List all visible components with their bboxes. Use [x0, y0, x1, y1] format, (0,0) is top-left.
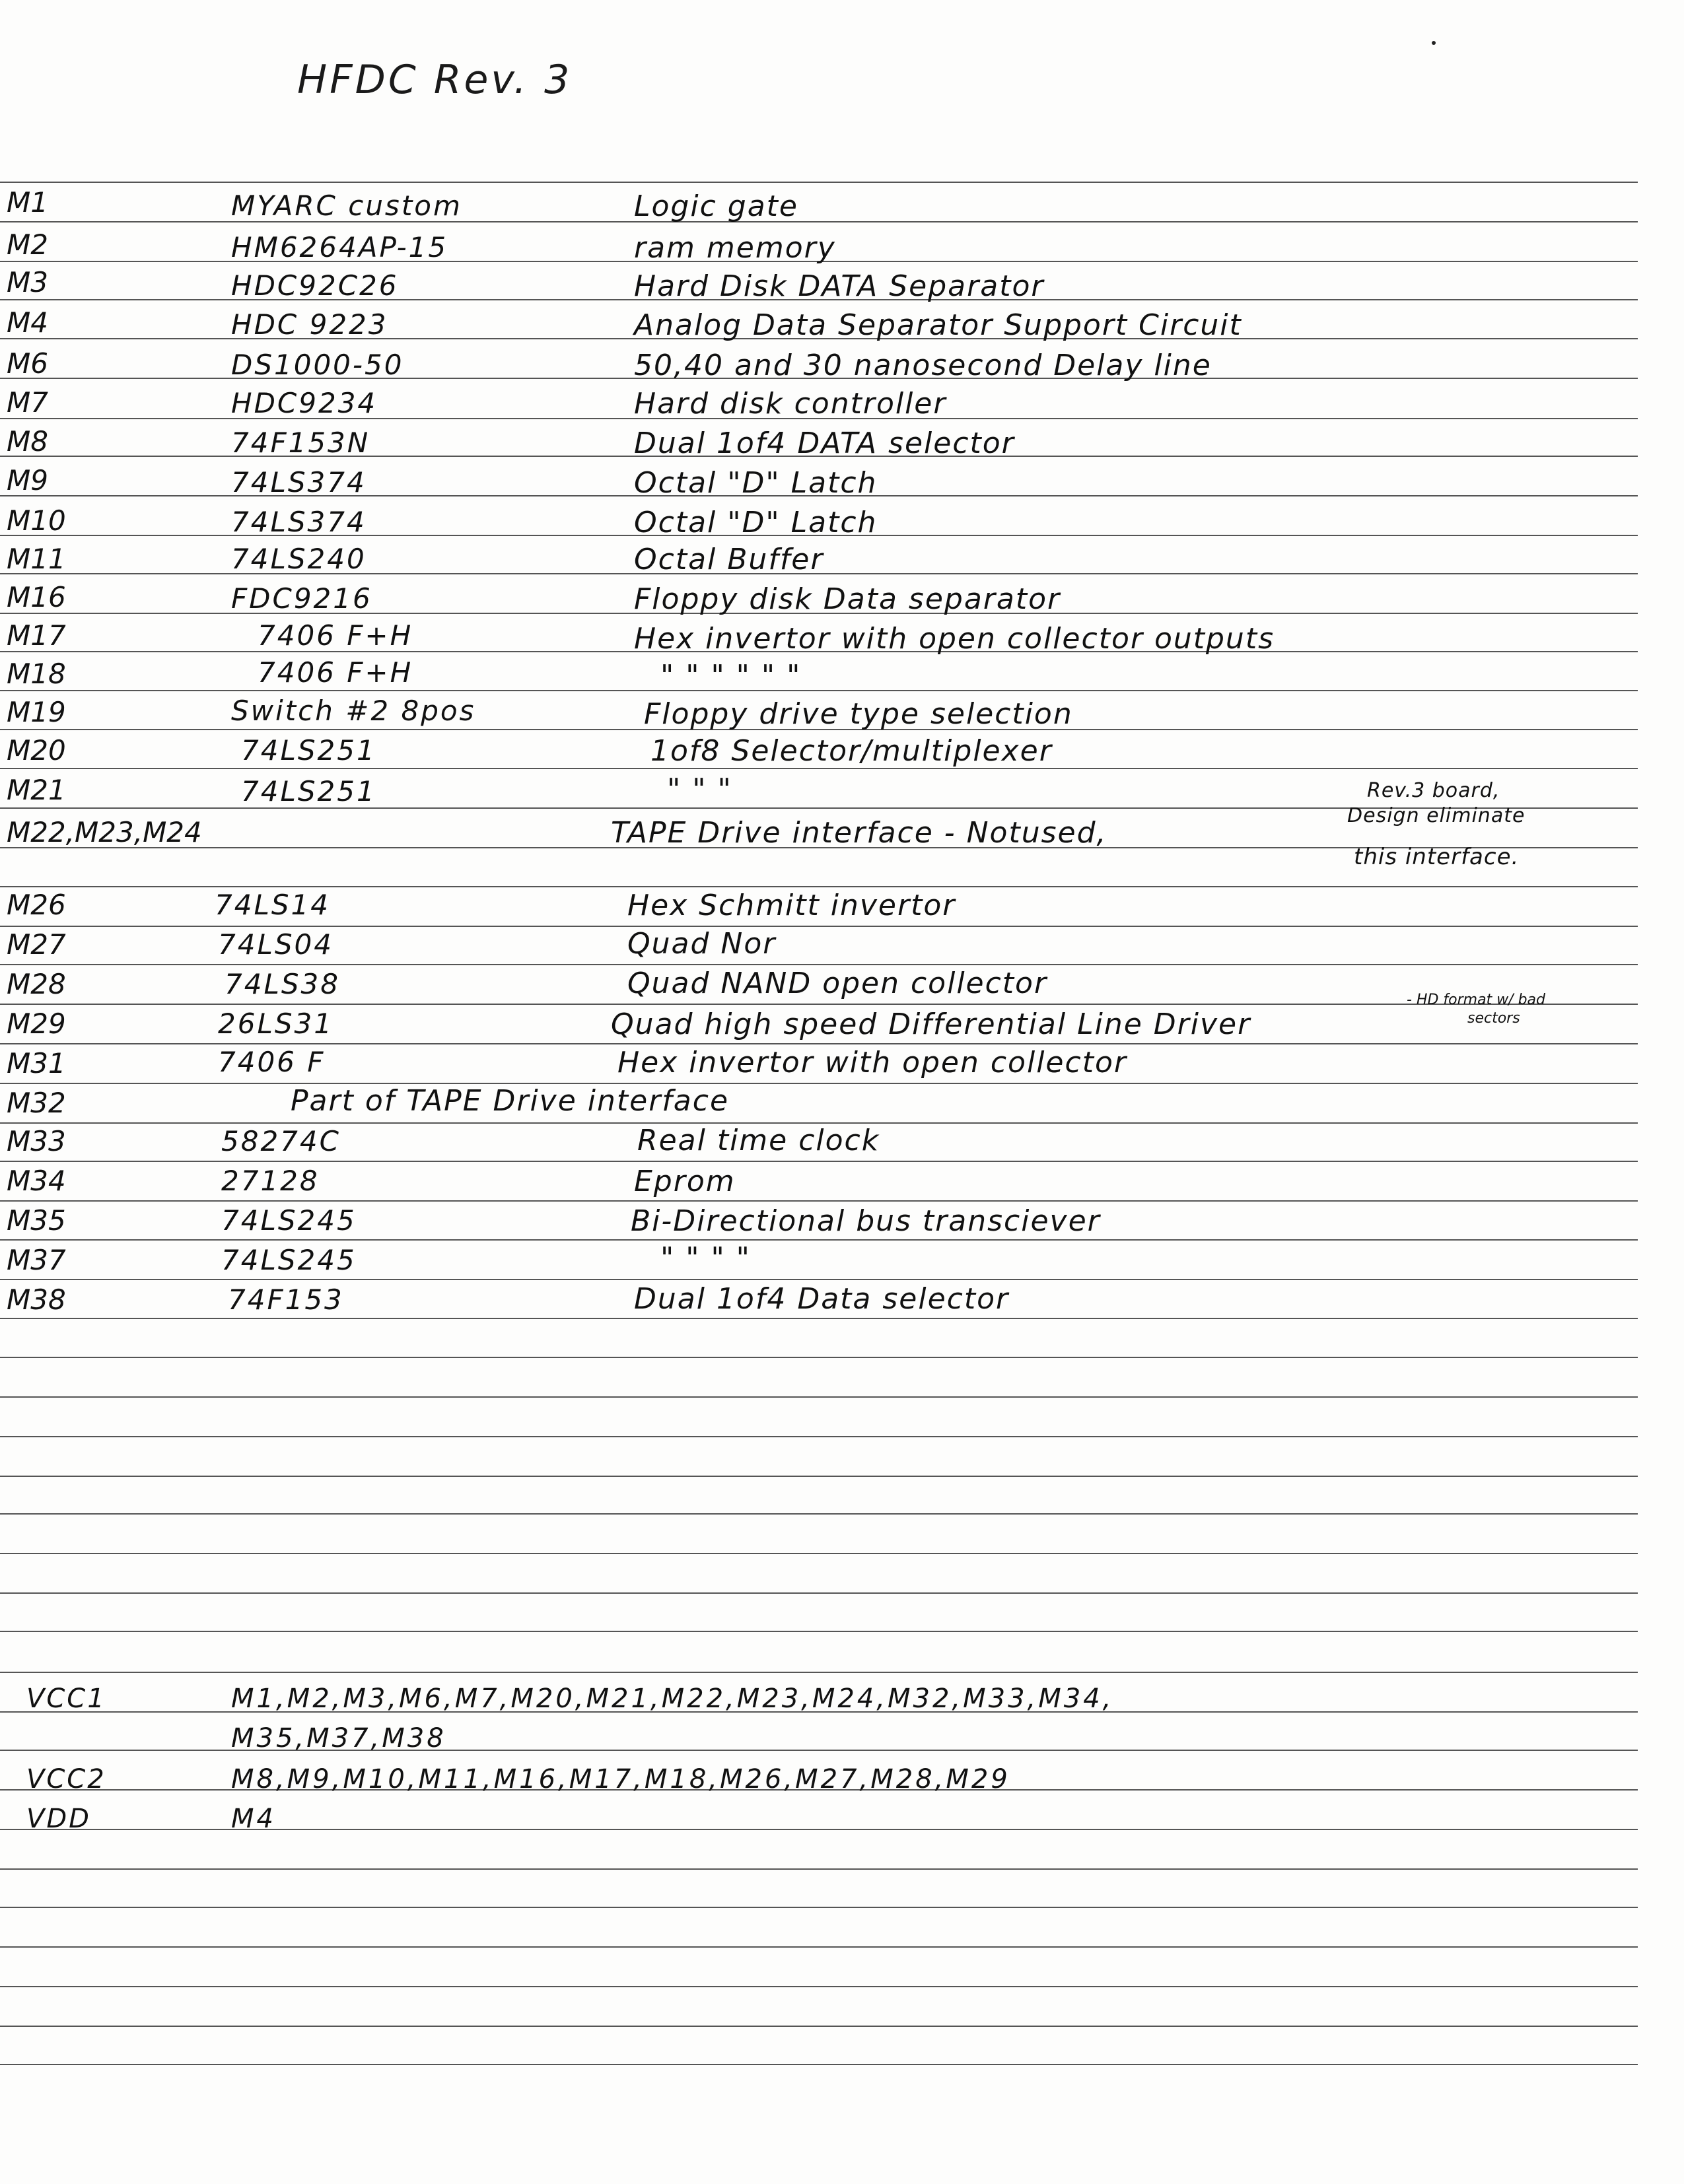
part-description: Logic gate	[634, 189, 798, 223]
part-number: 26LS31	[218, 1007, 333, 1040]
power-rail-label: VCC1	[26, 1684, 106, 1714]
part-number: 74F153N	[231, 427, 370, 459]
ruled-line	[0, 926, 1638, 927]
part-description: Hard disk controller	[634, 387, 947, 421]
ruled-line	[0, 1946, 1638, 1948]
part-description: " " " " " "	[660, 659, 802, 693]
ruled-line	[0, 1043, 1638, 1044]
part-description: " " " "	[660, 1241, 751, 1275]
ruled-line	[0, 1631, 1638, 1632]
ref-designator: M9	[7, 464, 48, 496]
ruled-line	[0, 1279, 1638, 1280]
part-number: 7406 F+H	[258, 656, 413, 689]
ref-designator: M11	[7, 543, 66, 575]
part-description: Floppy drive type selection	[644, 697, 1073, 731]
part-description: Octal "D" Latch	[634, 466, 878, 500]
ruled-line	[0, 1200, 1638, 1202]
margin-note: Design eliminate	[1347, 804, 1526, 827]
ruled-line	[0, 1436, 1638, 1437]
power-rail-chips: M1,M2,M3,M6,M7,M20,M21,M22,M23,M24,M32,M33,M34,	[231, 1684, 1114, 1714]
ref-designator: M21	[7, 774, 66, 806]
part-description: Octal "D" Latch	[634, 506, 878, 539]
ruled-line	[0, 1004, 1638, 1005]
ref-designator: M7	[7, 386, 48, 419]
part-number: 74LS04	[218, 928, 333, 961]
ref-designator: M4	[7, 306, 48, 339]
power-rail-chips: M4	[231, 1804, 276, 1834]
ref-designator: M20	[7, 734, 66, 767]
ruled-line	[0, 1986, 1638, 1987]
part-number: 74F153	[228, 1283, 344, 1316]
part-number: 74LS240	[231, 543, 367, 575]
part-number: HDC 9223	[231, 308, 388, 341]
part-number: HDC9234	[231, 387, 378, 419]
part-number: 74LS374	[231, 506, 367, 538]
ref-designator: M27	[7, 928, 66, 961]
part-number: 7406 F+H	[258, 619, 413, 652]
ref-designator: M19	[7, 696, 66, 728]
ref-designator: M33	[7, 1125, 66, 1157]
ruled-line	[0, 768, 1638, 769]
part-description: 1of8 Selector/multiplexer	[650, 734, 1053, 768]
part-number: HM6264AP-15	[231, 231, 448, 263]
part-description: Hex invertor with open collector	[617, 1046, 1127, 1079]
ref-designator: M17	[7, 619, 66, 652]
part-number: 74LS251	[241, 775, 376, 807]
ruled-line	[0, 182, 1638, 183]
power-rail-label: VDD	[26, 1804, 91, 1834]
ref-designator: M8	[7, 425, 48, 458]
ref-designator: M31	[7, 1047, 66, 1079]
ruled-line	[0, 2026, 1638, 2027]
part-description: Bi-Directional bus transciever	[631, 1204, 1101, 1238]
power-rail-label: VCC2	[26, 1764, 106, 1794]
ruled-line	[0, 1318, 1638, 1319]
ruled-line	[0, 1672, 1638, 1673]
part-number: 74LS245	[221, 1204, 357, 1237]
part-description: 50,40 and 30 nanosecond Delay line	[634, 349, 1212, 382]
part-description: ram memory	[634, 231, 836, 265]
part-description: Real time clock	[637, 1124, 880, 1157]
part-number: 74LS374	[231, 466, 367, 498]
margin-note: Rev.3 board,	[1367, 779, 1500, 802]
part-number: 27128	[221, 1165, 320, 1197]
part-description: Quad NAND open collector	[627, 967, 1048, 1000]
part-number: Switch #2 8pos	[231, 695, 476, 727]
paper-speck	[1432, 41, 1436, 45]
part-description: Quad Nor	[627, 927, 777, 961]
margin-note: - HD format w/ bad	[1407, 992, 1545, 1008]
ref-designator: M1	[7, 186, 48, 219]
part-description: TAPE Drive interface - Notused,	[611, 816, 1107, 850]
ref-designator: M35	[7, 1204, 66, 1237]
part-description: Floppy disk Data separator	[634, 582, 1061, 616]
part-description: Eprom	[634, 1165, 736, 1198]
ruled-line	[0, 1161, 1638, 1162]
ruled-line	[0, 1476, 1638, 1477]
part-description: Hard Disk DATA Separator	[634, 269, 1045, 303]
ruled-line	[0, 886, 1638, 887]
part-description: Dual 1of4 DATA selector	[634, 427, 1015, 460]
ruled-line	[0, 1553, 1638, 1554]
ref-designator: M32	[7, 1087, 66, 1119]
ref-designator: M38	[7, 1283, 66, 1316]
part-description: Analog Data Separator Support Circuit	[634, 308, 1242, 342]
part-number: MYARC custom	[231, 189, 462, 222]
part-number: 74LS14	[215, 889, 330, 921]
part-description: Dual 1of4 Data selector	[634, 1282, 1010, 1316]
part-description: Hex invertor with open collector outputs	[634, 622, 1275, 656]
ref-designator: M18	[7, 658, 66, 690]
ruled-line	[0, 1357, 1638, 1358]
ruled-line	[0, 1396, 1638, 1398]
part-number: FDC9216	[231, 582, 372, 615]
ruled-line	[0, 964, 1638, 965]
ref-designator: M34	[7, 1165, 66, 1197]
ruled-line	[0, 1868, 1638, 1870]
part-description: Part of TAPE Drive interface	[291, 1084, 730, 1118]
ref-designator: M16	[7, 581, 66, 613]
part-number: HDC92C26	[231, 269, 399, 302]
part-number: 74LS245	[221, 1244, 357, 1276]
ref-designator: M37	[7, 1244, 66, 1276]
ruled-line	[0, 1592, 1638, 1594]
ref-designator: M28	[7, 968, 66, 1000]
part-description: Quad high speed Differential Line Driver	[611, 1007, 1251, 1041]
part-description: " " "	[667, 772, 732, 806]
part-description: Octal Buffer	[634, 543, 824, 576]
ruled-line	[0, 2064, 1638, 2065]
ruled-line	[0, 1907, 1638, 1908]
ruled-line	[0, 1083, 1638, 1084]
ref-designator: M2	[7, 228, 48, 261]
ruled-line	[0, 1239, 1638, 1241]
ref-designator: M22,M23,M24	[7, 816, 202, 848]
part-number: 7406 F	[218, 1046, 326, 1078]
part-number: 58274C	[221, 1125, 341, 1157]
page-title: HFDC Rev. 3	[297, 57, 573, 103]
ref-designator: M6	[7, 347, 48, 380]
margin-note: sectors	[1467, 1010, 1520, 1027]
ref-designator: M26	[7, 889, 66, 921]
ref-designator: M3	[7, 266, 48, 298]
ref-designator: M10	[7, 504, 66, 537]
ruled-line	[0, 1513, 1638, 1515]
part-description: Hex Schmitt invertor	[627, 889, 956, 922]
part-number: 74LS251	[241, 734, 376, 767]
ref-designator: M29	[7, 1007, 66, 1040]
power-rail-chips: M8,M9,M10,M11,M16,M17,M18,M26,M27,M28,M29	[231, 1764, 1010, 1794]
part-number: 74LS38	[225, 968, 340, 1000]
margin-note: this interface.	[1354, 844, 1520, 870]
power-rail-chips: M35,M37,M38	[231, 1723, 446, 1754]
ruled-line	[0, 690, 1638, 691]
part-number: DS1000-50	[231, 349, 404, 381]
